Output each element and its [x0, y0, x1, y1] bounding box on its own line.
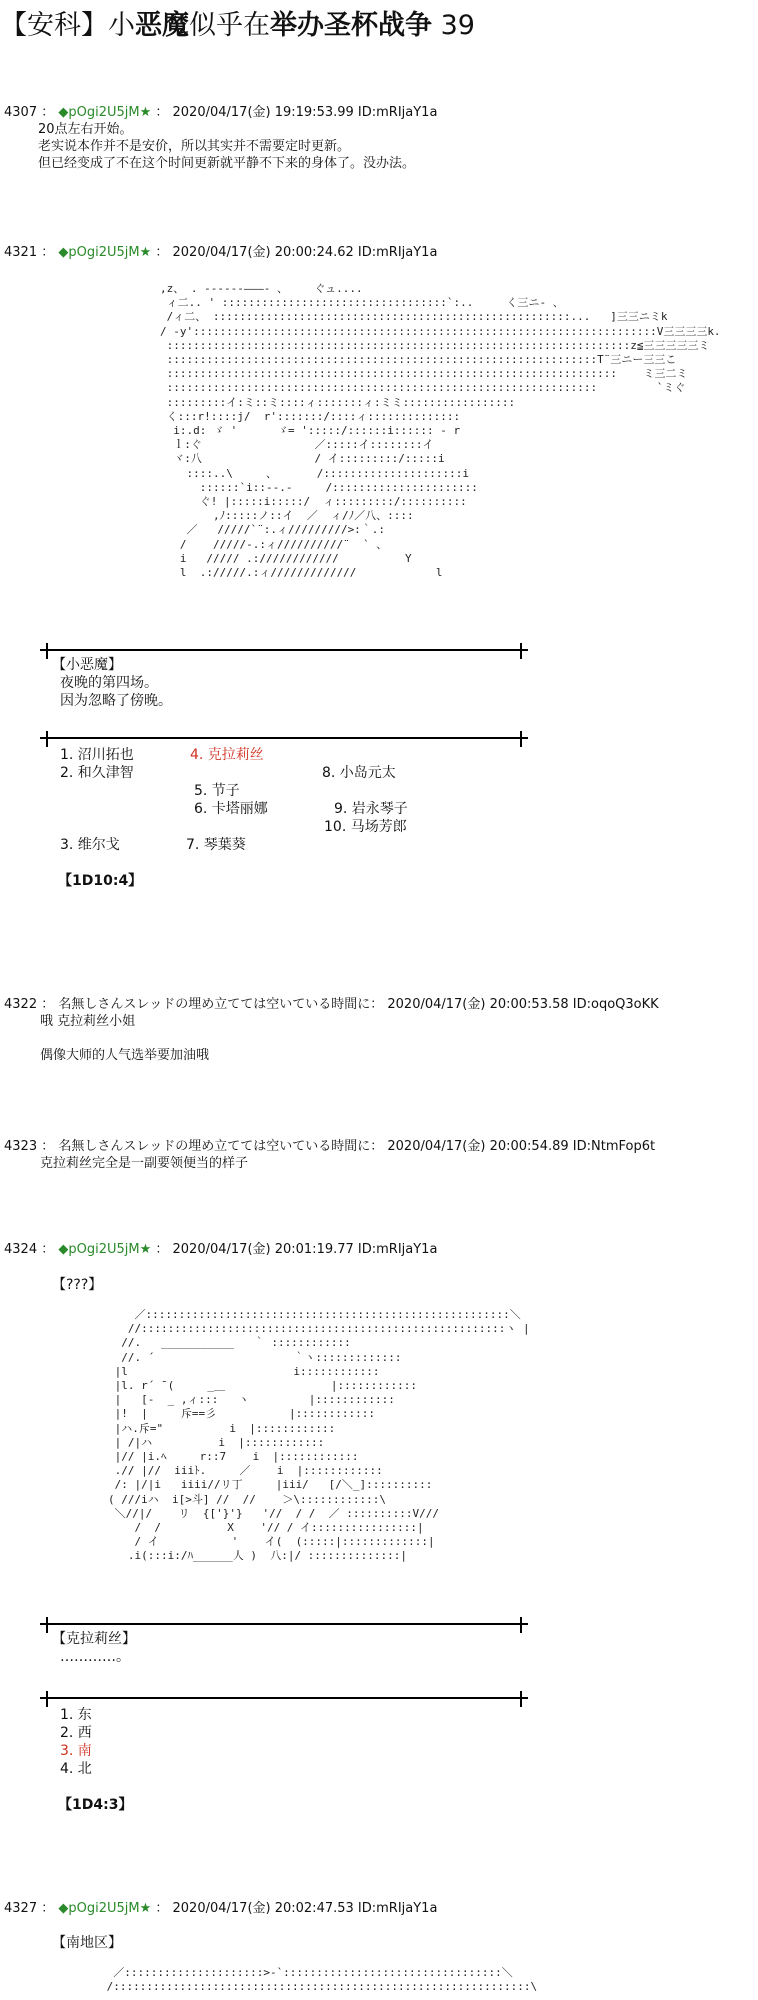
post-4307 [4, 104, 437, 172]
divider [40, 1623, 528, 1625]
post-header: 4321 ： ◆pOgi2U5jM★ ： 2020/04/17(金) 20:00:24.62 ID:mRIjaY1a [4, 245, 438, 260]
post-line: 20点左右开始。 [38, 122, 133, 137]
option-item: 9. 岩永琴子 [334, 801, 408, 817]
tripcode[interactable]: ◆pOgi2U5jM [58, 1901, 140, 1916]
dialogue-line: 夜晚的第四场。 [60, 675, 158, 691]
dialogue-line: …………。 [60, 1649, 130, 1665]
ascii-art-character: ／:::::::::::::::::::::::::::::::::::::::::::::::::::::::＼ //:::::::::::::::::::::::::::::::::::::::::::::::::::::::ヽ | //. ___________ ｀ :::::::::::: //. ´ ｀ヽ::::::::::::: |l i:::::::::::: |l. r´ ̄ ( _＿ |:::::::::::: | [- _ ,ィ::: ヽ |:::::::::::: |! | 斥==彡 |:::::::::::: |ハ.斥=" i |:::::::::::: | /|ハ i |:::::::::::: |// |i.ﾍ r::7 i |:::::::::::: .// |// iiiﾄ. ／ i |:::::::::::: /: |/|i iiii//リ丁 |iii/ [/＼_]:::::::::: ( ///iハ i[>斗] // // ＞\::::::::::::\ ＼//|/ リ {['}'} '// / / ／ ::::::::::V/// / / X '// / イ::::::::::::::::| / イ ' イ( (:::::|:::::::::::::| .i(:::i:/ﾊ______人 ) 八:|/ ::::::::::::::| [108, 1308, 530, 1563]
divider [40, 649, 528, 651]
option-item: 2. 和久津智 [60, 765, 134, 781]
speaker-label: 【南地区】 [52, 1935, 122, 1951]
post-4322 [4, 996, 659, 1064]
option-item: 6. 卡塔丽娜 [194, 801, 268, 817]
dialogue-line: 因为忽略了傍晚。 [60, 693, 172, 709]
tripcode[interactable]: ◆pOgi2U5jM [58, 105, 140, 120]
option-item: 1. 沼川拓也 [60, 747, 134, 763]
divider [40, 737, 528, 739]
post-4321 [4, 244, 437, 261]
ascii-art-character: ,z、 . ------―――- 、 ぐュ.... ィ二.. ' ::::::::::::::::::::::::::::::::::`:.. く三ニ- 、 /ィ二、 ::::::::::::::::::::::::::::::::::::::::::::::::::::::... ]三三ニミk / -y'::::::::::::::::::::::::::::::::::::::::::::::::::::::::::::::::::::::V三三三三k. ::::::::::::::::::::::::::::::::::::::::::::::::::::::::::::::::::::::z≦三三三三三ミ :::::::::::::::::::::::::::::::::::::::::::::::::::::::::::::::::T¨三ニー三三こ :::::::::::::::::::::::::::::::::::::::::::::::::::::::::::::::::::: ミ三二ミ ::::::::::::::::::::::::::::::::::::::::::::::::::::::::::::::::: `ミぐ :::::::::イ:ミ::ミ::::ィ:::::::ィ:ミミ::::::::::::::::: く:::r!::::j/ r':::::::/::::ィ:::::::::::::: i:.d: ゞ ' ゞ= ':::::/::::::i:::::: - r ｌ:ぐ ／:::::イ::::::::イ ヾ:八 / イ:::::::::/:::::i ::::..\ 、 /:::::::::::::::::::::i ::::::`i::--.- /:::::::::::::::::::::: ぐ! |:::::i:::::/ ィ:::::::::/:::::::::: ,ﾉ:::::ノ::イ ／ ィ/ﾉ／八、:::: ／ /////`¨:.ィ/////////>:｀.: / /////-.:ィ//////////¨ ` 、 i ///// .://////////// Y l .://///.:ィ///////////// l [160, 282, 721, 580]
option-item: 2. 西 [60, 1725, 92, 1741]
speaker-label: 【???】 [52, 1277, 103, 1293]
post-header: 4307 ： ◆pOgi2U5jM★ ： 2020/04/17(金) 19:19:53.99 ID:mRIjaY1a [4, 105, 438, 120]
option-item-selected: 3. 南 [60, 1743, 92, 1759]
star-icon: ★ [139, 1901, 152, 1916]
star-icon: ★ [139, 105, 152, 120]
star-icon: ★ [139, 1242, 152, 1257]
post-line: 但已经变成了不在这个时间更新就平静不下来的身体了。没办法。 [38, 156, 416, 171]
option-item: 7. 琴葉葵 [186, 837, 246, 853]
dice-roll: 【1D10:4】 [58, 873, 143, 889]
tripcode[interactable]: ◆pOgi2U5jM [58, 245, 140, 260]
post-header: 4327 ： ◆pOgi2U5jM★ ： 2020/04/17(金) 20:02:47.53 ID:mRIjaY1a [4, 1901, 438, 1916]
option-item: 4. 北 [60, 1761, 92, 1777]
post-4324 [4, 1241, 437, 1258]
post-header: 4323 ： 名無しさんスレッドの埋め立てては空いている時間に： 2020/04/17(金) 20:00:54.89 ID:NtmFop6t [4, 1139, 656, 1154]
tripcode[interactable]: ◆pOgi2U5jM [58, 1242, 140, 1257]
page-title: 【安科】小恶魔似乎在举办圣杯战争 39 [0, 10, 475, 41]
post-body [40, 1155, 655, 1172]
option-item: 1. 东 [60, 1707, 92, 1723]
speaker-label: 【克拉莉丝】 [52, 1631, 136, 1647]
post-line: 哦 克拉莉丝小姐 [40, 1014, 136, 1029]
divider [40, 1697, 528, 1699]
post-line: 老实说本作并不是安价，所以其实并不需要定时更新。 [38, 139, 351, 154]
post-body [40, 1013, 659, 1064]
post-4327 [4, 1900, 437, 1917]
post-line: 克拉莉丝完全是一副要领便当的样子 [40, 1156, 249, 1171]
post-line: 偶像大师的人气选举要加油哦 [40, 1048, 210, 1063]
option-item: 8. 小岛元太 [322, 765, 396, 781]
speaker-label: 【小恶魔】 [52, 657, 122, 673]
post-body [38, 121, 437, 172]
post-4323 [4, 1138, 655, 1172]
option-item: 5. 节子 [194, 783, 240, 799]
option-item-selected: 4. 克拉莉丝 [190, 747, 264, 763]
dice-roll: 【1D4:3】 [58, 1797, 133, 1813]
post-header: 4322 ： 名無しさんスレッドの埋め立てては空いている時間に： 2020/04/17(金) 20:00:53.58 ID:oqoQ3oKK [4, 997, 659, 1012]
option-item: 3. 维尔戈 [60, 837, 120, 853]
star-icon: ★ [139, 245, 152, 260]
ascii-art-partial: ／:::::::::::::::::::::>-`:::::::::::::::::::::::::::::::::＼ /:::::::::::::::::::::::::::::::::::::::::::::::::::::::::::::::\ [106, 1966, 538, 1994]
option-item: 10. 马场芳郎 [324, 819, 407, 835]
post-header: 4324 ： ◆pOgi2U5jM★ ： 2020/04/17(金) 20:01:19.77 ID:mRIjaY1a [4, 1242, 438, 1257]
